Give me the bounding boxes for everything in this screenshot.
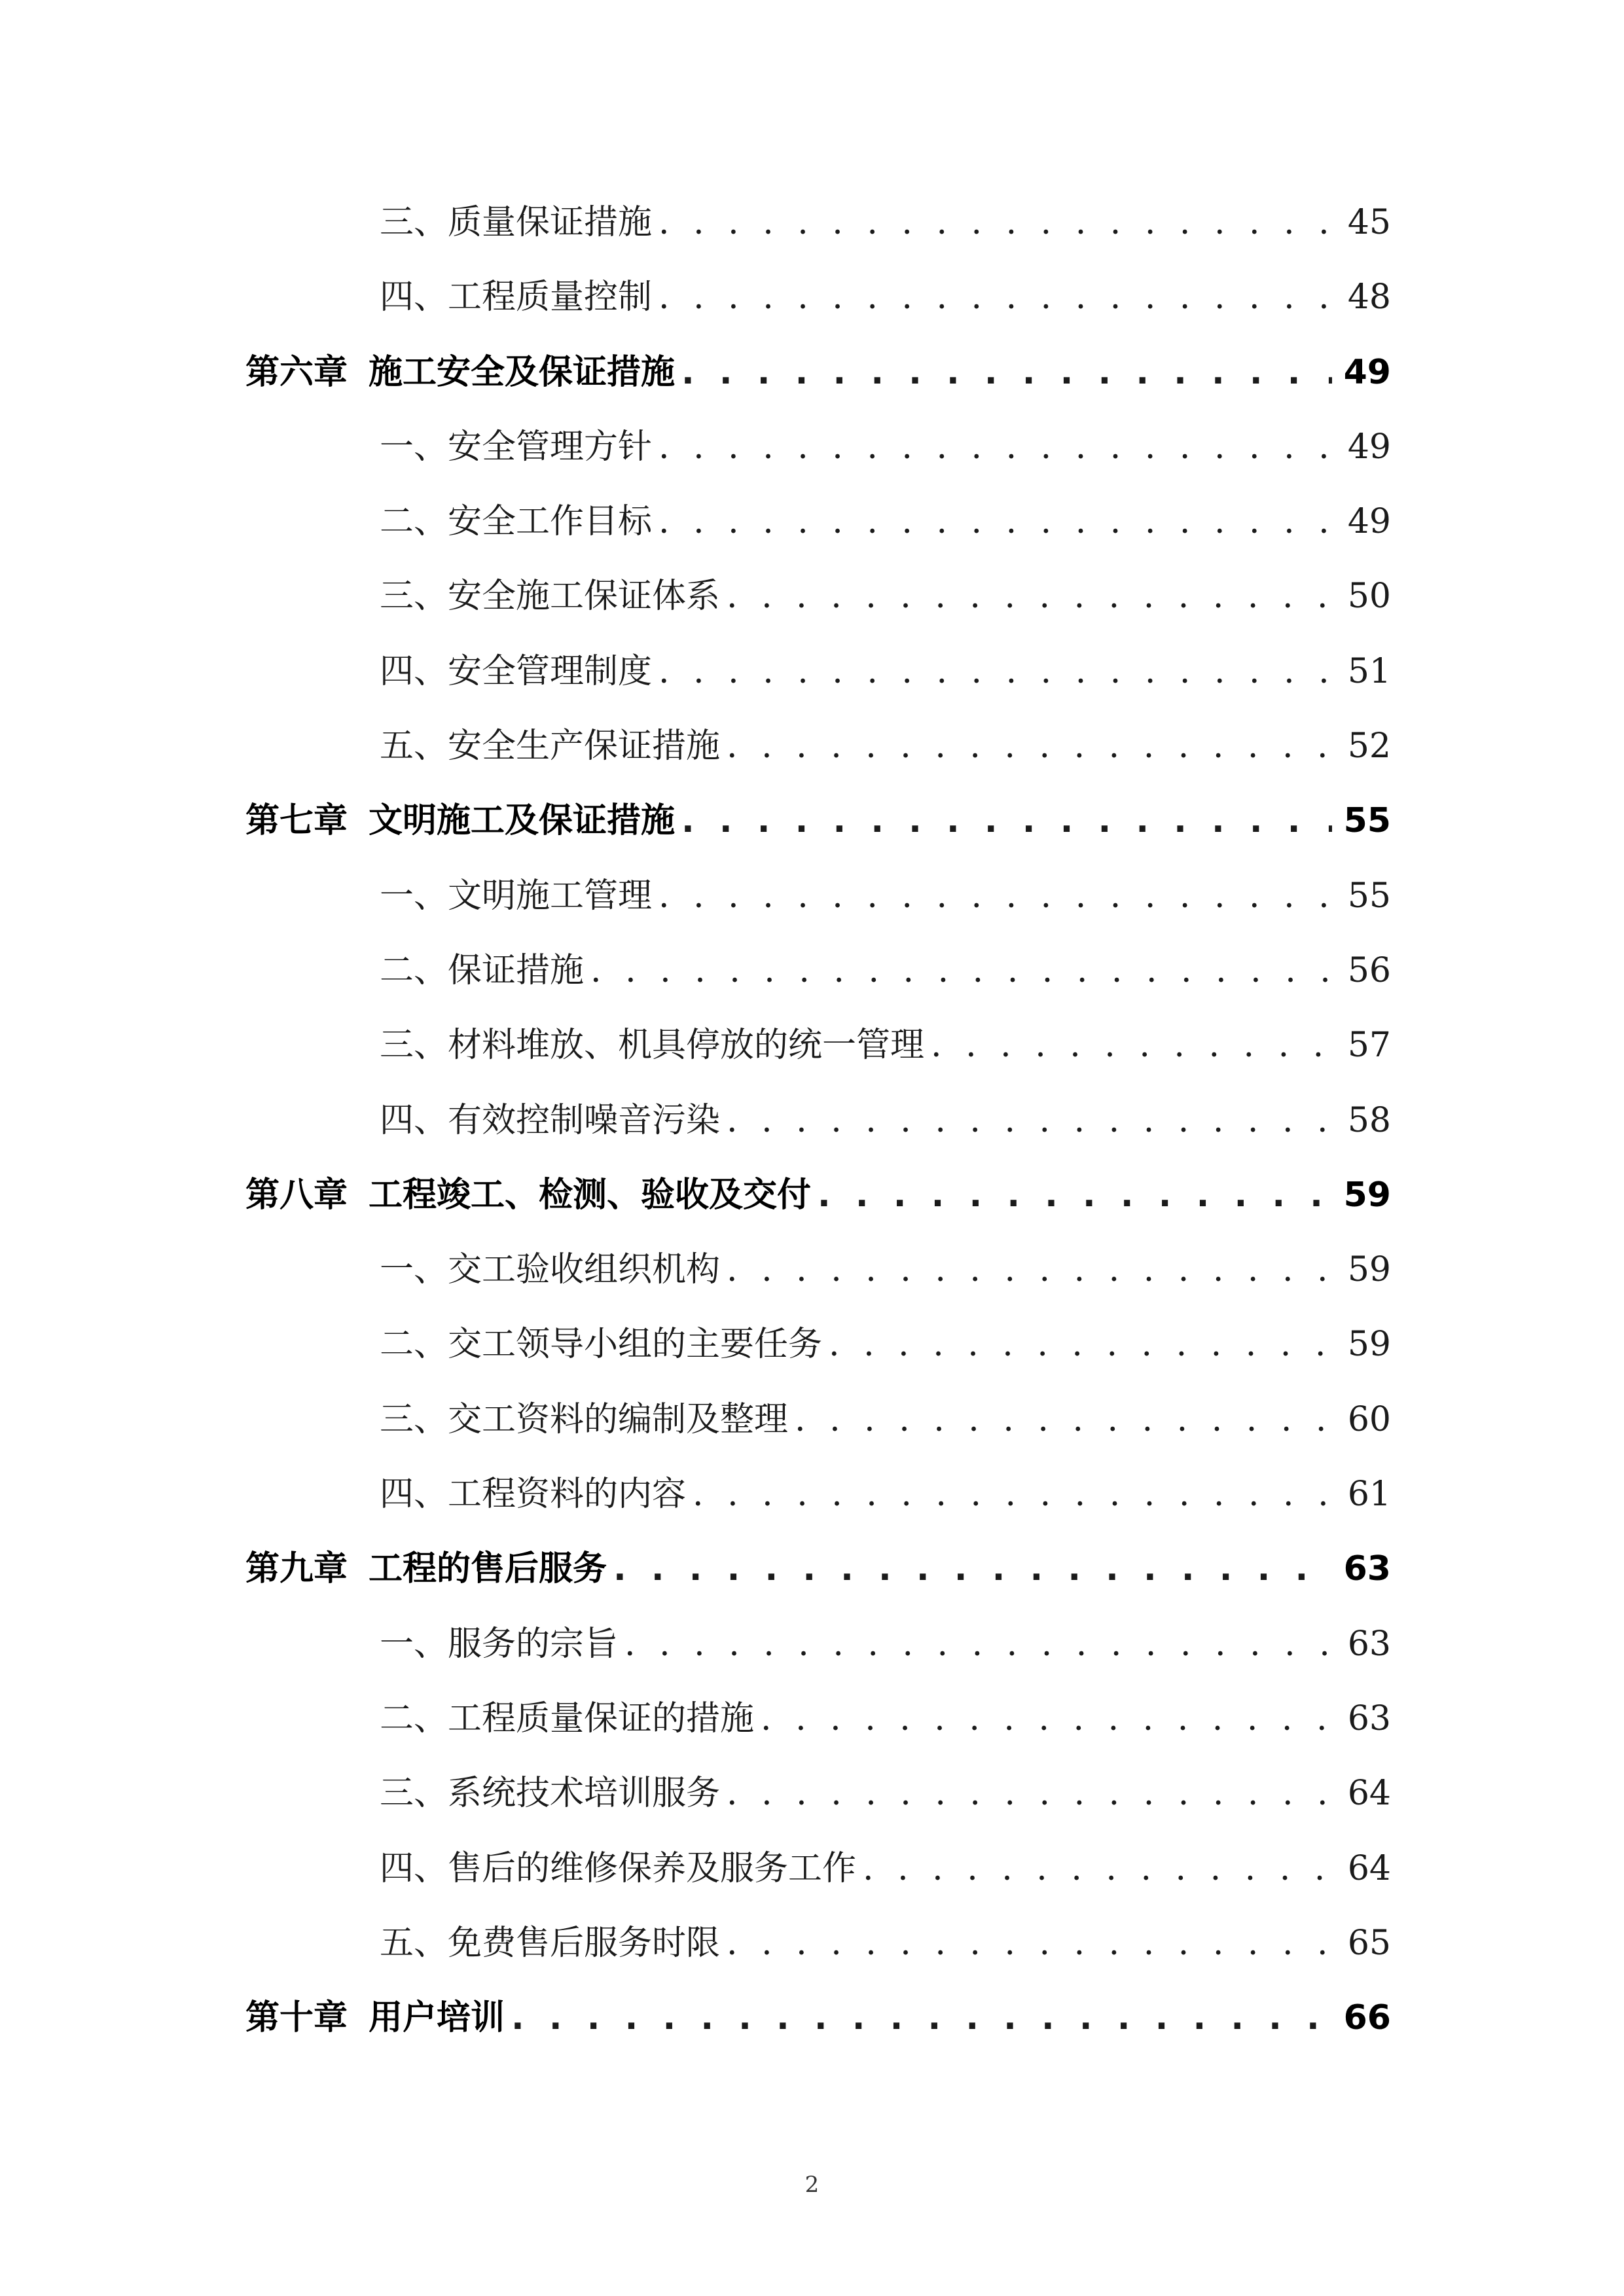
toc-page-number: 55: [1347, 876, 1391, 916]
toc-page-number: 49: [1347, 502, 1391, 542]
toc-entry-title: 三、质量保证措施: [380, 203, 653, 242]
toc-section-entry[interactable]: [245, 1307, 1391, 1382]
toc-page-number: 59: [1343, 1175, 1391, 1215]
toc-page-number: 52: [1347, 726, 1391, 766]
toc-page-number: 63: [1347, 1698, 1391, 1738]
toc-entry-title: 工程的售后服务: [369, 1549, 607, 1589]
toc-dot-leader: [659, 185, 1336, 260]
toc-entry-title: 四、安全管理制度: [380, 651, 653, 691]
toc-page-number: 50: [1347, 577, 1391, 617]
toc-section-entry[interactable]: [245, 634, 1391, 709]
toc-page-number: 48: [1347, 278, 1391, 317]
toc-section-entry[interactable]: [245, 260, 1391, 334]
toc-dot-leader: [761, 1681, 1336, 1756]
table-of-contents: [245, 185, 1391, 2055]
toc-chapter-number: 第七章: [245, 801, 348, 841]
toc-page-number: 49: [1347, 427, 1391, 467]
toc-entry-title: 五、安全生产保证措施: [380, 726, 721, 766]
toc-section-entry[interactable]: [245, 1083, 1391, 1158]
toc-section-entry[interactable]: [245, 1681, 1391, 1756]
toc-page-number: 60: [1347, 1399, 1391, 1439]
toc-entry-title: 三、系统技术培训服务: [380, 1774, 721, 1814]
toc-page-number: 57: [1347, 1026, 1391, 1066]
toc-section-entry[interactable]: [245, 1831, 1391, 1906]
toc-section-entry[interactable]: [245, 1232, 1391, 1307]
toc-section-entry[interactable]: [245, 933, 1391, 1008]
toc-dot-leader: [681, 783, 1332, 858]
toc-section-entry[interactable]: [245, 1906, 1391, 1981]
toc-page-number: 61: [1347, 1475, 1391, 1515]
toc-dot-leader: [931, 1008, 1336, 1083]
toc-chapter-number: 第九章: [245, 1549, 348, 1589]
toc-chapter-number: 第六章: [245, 352, 348, 392]
toc-dot-leader: [727, 1083, 1336, 1158]
toc-entry-title: 三、交工资料的编制及整理: [380, 1399, 789, 1439]
toc-page-number: 65: [1347, 1923, 1391, 1963]
toc-entry-title: 施工安全及保证措施: [369, 352, 676, 392]
toc-entry-title: 三、材料堆放、机具停放的统一管理: [380, 1026, 925, 1066]
toc-dot-leader: [613, 1532, 1332, 1606]
toc-section-entry[interactable]: [245, 410, 1391, 484]
toc-dot-leader: [511, 1981, 1332, 2055]
toc-chapter-entry[interactable]: [245, 1158, 1391, 1232]
toc-dot-leader: [727, 1906, 1336, 1981]
page-number: 2: [804, 2172, 820, 2198]
toc-dot-leader: [659, 859, 1336, 933]
toc-entry-title: 二、保证措施: [380, 950, 585, 990]
toc-dot-leader: [693, 1457, 1336, 1532]
toc-section-entry[interactable]: [245, 1008, 1391, 1083]
toc-section-entry[interactable]: [245, 484, 1391, 559]
toc-section-entry[interactable]: [245, 709, 1391, 783]
toc-chapter-entry[interactable]: [245, 335, 1391, 410]
toc-chapter-number: 第八章: [245, 1175, 348, 1215]
toc-dot-leader: [659, 484, 1336, 559]
toc-dot-leader: [624, 1607, 1336, 1681]
toc-dot-leader: [659, 410, 1336, 484]
toc-entry-title: 工程竣工、检测、验收及交付: [369, 1175, 812, 1215]
toc-entry-title: 五、免费售后服务时限: [380, 1923, 721, 1963]
toc-entry-title: 一、安全管理方针: [380, 427, 653, 467]
toc-entry-title: 四、工程质量控制: [380, 278, 653, 317]
toc-section-entry[interactable]: [245, 1607, 1391, 1681]
toc-page-number: 51: [1347, 651, 1391, 691]
toc-entry-title: 二、交工领导小组的主要任务: [380, 1325, 823, 1365]
toc-dot-leader: [818, 1158, 1332, 1232]
toc-page-number: 59: [1347, 1325, 1391, 1365]
toc-chapter-entry[interactable]: [245, 783, 1391, 858]
toc-entry-title: 二、安全工作目标: [380, 502, 653, 542]
toc-entry-title: 四、有效控制噪音污染: [380, 1100, 721, 1140]
toc-entry-title: 二、工程质量保证的措施: [380, 1698, 755, 1738]
toc-page-number: 45: [1347, 203, 1391, 242]
toc-dot-leader: [863, 1831, 1336, 1906]
toc-page-number: 55: [1343, 801, 1391, 841]
toc-page-number: 64: [1347, 1848, 1391, 1888]
toc-section-entry[interactable]: [245, 559, 1391, 634]
toc-page-number: 59: [1347, 1250, 1391, 1290]
toc-entry-title: 四、售后的维修保养及服务工作: [380, 1848, 857, 1888]
toc-dot-leader: [659, 260, 1336, 334]
toc-dot-leader: [659, 634, 1336, 709]
toc-section-entry[interactable]: [245, 1457, 1391, 1532]
toc-section-entry[interactable]: [245, 185, 1391, 260]
toc-section-entry[interactable]: [245, 1756, 1391, 1831]
toc-dot-leader: [727, 559, 1336, 634]
toc-page-number: 63: [1343, 1549, 1391, 1589]
toc-section-entry[interactable]: [245, 1382, 1391, 1457]
toc-page-number: 58: [1347, 1100, 1391, 1140]
toc-entry-title: 三、安全施工保证体系: [380, 577, 721, 617]
toc-entry-title: 四、工程资料的内容: [380, 1475, 687, 1515]
toc-page-number: 49: [1343, 352, 1391, 392]
toc-entry-title: 一、服务的宗旨: [380, 1624, 619, 1664]
toc-section-entry[interactable]: [245, 859, 1391, 933]
toc-dot-leader: [727, 709, 1336, 783]
toc-entry-title: 一、交工验收组织机构: [380, 1250, 721, 1290]
toc-dot-leader: [590, 933, 1336, 1008]
toc-dot-leader: [727, 1756, 1336, 1831]
toc-page-number: 66: [1343, 1998, 1391, 2038]
toc-entry-title: 文明施工及保证措施: [369, 801, 676, 841]
toc-dot-leader: [681, 335, 1332, 410]
toc-dot-leader: [795, 1382, 1336, 1457]
toc-entry-title: 一、文明施工管理: [380, 876, 653, 916]
toc-page-number: 64: [1347, 1774, 1391, 1814]
toc-page-number: 56: [1347, 950, 1391, 990]
toc-entry-title: 用户培训: [369, 1998, 505, 2038]
toc-dot-leader: [727, 1232, 1336, 1307]
toc-dot-leader: [829, 1307, 1336, 1382]
toc-chapter-entry[interactable]: [245, 1981, 1391, 2055]
toc-chapter-number: 第十章: [245, 1998, 348, 2038]
toc-chapter-entry[interactable]: [245, 1532, 1391, 1606]
toc-page-number: 63: [1347, 1624, 1391, 1664]
